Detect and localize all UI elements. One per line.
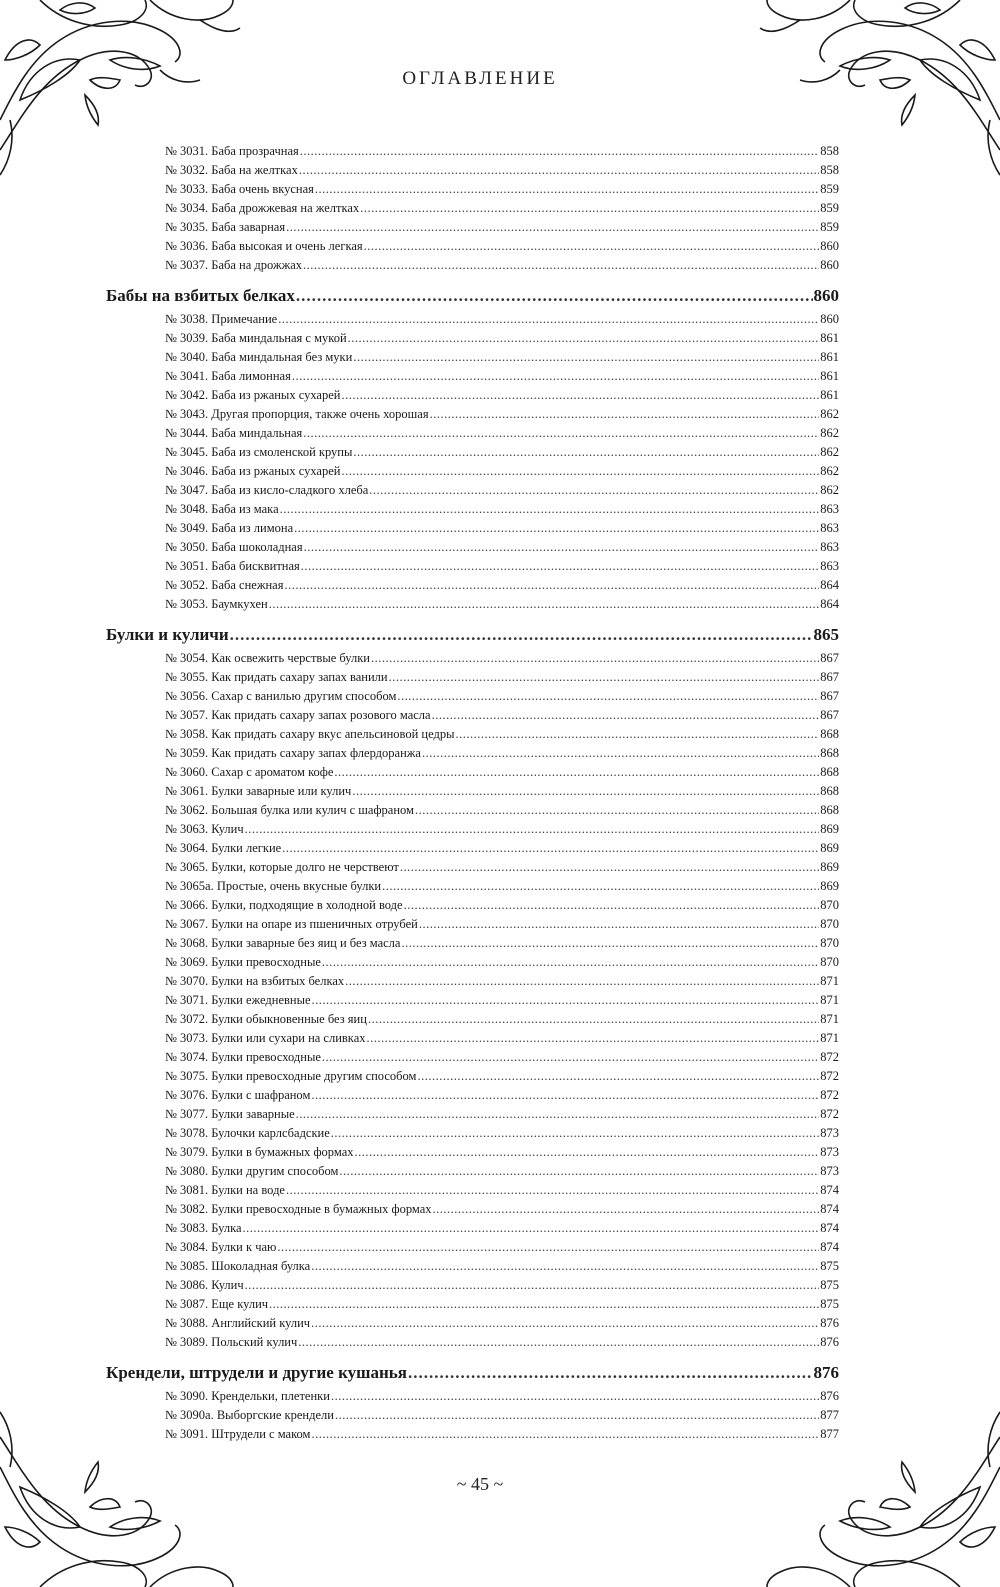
toc-entry[interactable] — [106, 180, 839, 199]
entry-title: № 3041. Баба лимонная — [165, 369, 291, 383]
page-ref: 867 — [820, 708, 839, 722]
page-ref: 869 — [820, 860, 839, 874]
page-ref: 868 — [820, 746, 839, 760]
toc-entry[interactable] — [106, 310, 839, 329]
page-ref: 867 — [820, 651, 839, 665]
toc-entry[interactable] — [106, 877, 839, 896]
page-ref: 861 — [820, 388, 839, 402]
dot-leader — [331, 1387, 819, 1406]
page-ref: 864 — [820, 578, 839, 592]
entry-title: № 3047. Баба из кисло-сладкого хлеба — [165, 483, 369, 497]
entry-title: № 3075. Булки превосходные другим способом — [165, 1069, 417, 1083]
entry-title: № 3082. Булки превосходные в бумажных формах — [165, 1202, 432, 1216]
page-ref: 871 — [820, 1012, 839, 1026]
dot-leader — [269, 1295, 819, 1314]
section-title: Бабы на взбитых белках — [106, 286, 295, 305]
dot-leader — [311, 1425, 819, 1444]
entry-title: № 3068. Булки заварные без яиц и без масла — [165, 936, 401, 950]
page-ref: 860 — [820, 312, 839, 326]
page-ref: 864 — [820, 597, 839, 611]
entry-title: № 3035. Баба заварная — [165, 220, 286, 234]
dot-leader — [269, 595, 820, 614]
toc-entry[interactable] — [106, 1143, 839, 1162]
entry-title: № 3076. Булки с шафраном — [165, 1088, 311, 1102]
entry-title: № 3049. Баба из лимона — [165, 521, 294, 535]
entry-title: № 3059. Как придать сахару запах флердоранжа — [165, 746, 421, 760]
entry-title: № 3086. Кулич — [165, 1278, 244, 1292]
toc-entry[interactable] — [106, 725, 839, 744]
dot-leader — [360, 199, 819, 218]
toc-entry[interactable] — [106, 953, 839, 972]
entry-title: № 3037. Баба на дрожжах — [165, 258, 303, 272]
toc-entry[interactable] — [106, 801, 839, 820]
entry-title: № 3090. Крендельки, плетенки — [165, 1389, 330, 1403]
dot-leader — [432, 706, 820, 725]
toc-entry[interactable] — [106, 1181, 839, 1200]
entry-title: № 3036. Баба высокая и очень легкая — [165, 239, 363, 253]
toc-entry[interactable] — [106, 896, 839, 915]
page-ref: 873 — [820, 1164, 839, 1178]
page-ref: 876 — [820, 1316, 839, 1330]
toc-entry[interactable] — [106, 1238, 839, 1257]
entry-title: № 3044. Баба миндальная — [165, 426, 303, 440]
toc-entry[interactable] — [106, 462, 839, 481]
dot-leader — [455, 725, 819, 744]
toc-entry[interactable] — [106, 199, 839, 218]
entry-title: № 3056. Сахар с ванилью другим способом — [165, 689, 397, 703]
page-ref: 873 — [820, 1126, 839, 1140]
page-ref: 869 — [820, 822, 839, 836]
toc-entry[interactable] — [106, 481, 839, 500]
toc-entry[interactable] — [106, 1162, 839, 1181]
dot-leader — [341, 462, 819, 481]
dot-leader — [415, 801, 819, 820]
page-ref: 872 — [820, 1088, 839, 1102]
toc-entry[interactable] — [106, 1010, 839, 1029]
entry-title: № 3042. Баба из ржаных сухарей — [165, 388, 341, 402]
toc-entry[interactable] — [106, 256, 839, 275]
dot-leader — [334, 763, 819, 782]
toc-entry[interactable] — [106, 687, 839, 706]
dot-leader — [341, 386, 819, 405]
entry-title: № 3070. Булки на взбитых белках — [165, 974, 345, 988]
toc-entry[interactable] — [106, 1425, 839, 1444]
toc-entry[interactable] — [106, 519, 839, 538]
page-ref: 875 — [820, 1297, 839, 1311]
dot-leader — [352, 782, 819, 801]
page-ref: 865 — [813, 625, 839, 644]
dot-leader — [397, 687, 819, 706]
page-ref: 868 — [820, 784, 839, 798]
page-ref: 858 — [820, 144, 839, 158]
page-ref: 860 — [820, 258, 839, 272]
dot-leader — [280, 500, 820, 519]
dot-leader — [315, 180, 819, 199]
dot-leader — [277, 1238, 819, 1257]
dot-leader — [304, 538, 820, 557]
toc-entry[interactable] — [106, 839, 839, 858]
page-ref: 869 — [820, 879, 839, 893]
page-ref: 875 — [820, 1259, 839, 1273]
page-ref: 874 — [820, 1221, 839, 1235]
toc-entry[interactable] — [106, 1105, 839, 1124]
entry-title: № 3091. Штрудели с маком — [165, 1427, 311, 1441]
toc-entry[interactable] — [106, 142, 839, 161]
entry-title: № 3088. Английский кулич — [165, 1316, 311, 1330]
dot-leader — [348, 329, 820, 348]
toc-entry[interactable] — [106, 595, 839, 614]
entry-title: № 3034. Баба дрожжевая на желтках — [165, 201, 360, 215]
dot-leader — [368, 1010, 819, 1029]
entry-title: № 3031. Баба прозрачная — [165, 144, 299, 158]
table-of-contents — [106, 142, 839, 1444]
page-ref: 862 — [820, 407, 839, 421]
page-ref: 859 — [820, 220, 839, 234]
dot-leader — [389, 668, 820, 687]
dot-leader — [335, 1406, 819, 1425]
toc-entry[interactable] — [106, 1295, 839, 1314]
toc-entry[interactable] — [106, 972, 839, 991]
entry-title: № 3065. Булки, которые долго не черствеют — [165, 860, 399, 874]
dot-leader — [245, 1276, 820, 1295]
entry-title: № 3071. Булки ежедневные — [165, 993, 311, 1007]
toc-entry[interactable] — [106, 1029, 839, 1048]
page-ref: 873 — [820, 1145, 839, 1159]
page-ref: 858 — [820, 163, 839, 177]
dot-leader — [355, 1143, 820, 1162]
entry-title: № 3046. Баба из ржаных сухарей — [165, 464, 341, 478]
page-ref: 861 — [820, 350, 839, 364]
entry-title: № 3048. Баба из мака — [165, 502, 279, 516]
toc-entry[interactable] — [106, 1257, 839, 1276]
dot-leader — [230, 622, 813, 648]
dot-leader — [400, 858, 819, 877]
dot-leader — [322, 953, 819, 972]
toc-entry[interactable] — [106, 744, 839, 763]
dot-leader — [433, 1200, 820, 1219]
toc-entry[interactable] — [106, 1124, 839, 1143]
dot-leader — [312, 991, 820, 1010]
entry-title: № 3065а. Простые, очень вкусные булки — [165, 879, 382, 893]
toc-section-heading[interactable] — [106, 1360, 839, 1386]
entry-title: № 3072. Булки обыкновенные без яиц — [165, 1012, 367, 1026]
toc-entry[interactable] — [106, 557, 839, 576]
toc-entry[interactable] — [106, 782, 839, 801]
page-ref: 863 — [820, 502, 839, 516]
dot-leader — [382, 877, 819, 896]
entry-title: № 3084. Булки к чаю — [165, 1240, 277, 1254]
toc-entry[interactable] — [106, 329, 839, 348]
entry-title: № 3040. Баба миндальная без муки — [165, 350, 353, 364]
page-number: ~ 45 ~ — [456, 1474, 504, 1494]
toc-entry[interactable] — [106, 934, 839, 953]
dot-leader — [401, 934, 819, 953]
page-ref: 860 — [820, 239, 839, 253]
page-ref: 867 — [820, 670, 839, 684]
page-ref: 862 — [820, 445, 839, 459]
entry-title: № 3083. Булка — [165, 1221, 242, 1235]
toc-entry[interactable] — [106, 1048, 839, 1067]
entry-title: № 3052. Баба снежная — [165, 578, 284, 592]
dot-leader — [353, 348, 819, 367]
page-ref: 869 — [820, 841, 839, 855]
entry-title: № 3060. Сахар с ароматом кофе — [165, 765, 334, 779]
entry-title: № 3050. Баба шоколадная — [165, 540, 303, 554]
toc-entry[interactable] — [106, 237, 839, 256]
page-ref: 861 — [820, 331, 839, 345]
dot-leader — [243, 1219, 820, 1238]
dot-leader — [245, 820, 820, 839]
page-ref: 867 — [820, 689, 839, 703]
dot-leader — [404, 896, 820, 915]
dot-leader — [311, 1257, 819, 1276]
page-ref: 874 — [820, 1240, 839, 1254]
toc-entry[interactable] — [106, 443, 839, 462]
page-ref: 861 — [820, 369, 839, 383]
entry-title: № 3033. Баба очень вкусная — [165, 182, 314, 196]
page-ref: 872 — [820, 1107, 839, 1121]
entry-title: № 3080. Булки другим способом — [165, 1164, 339, 1178]
page-ref: 863 — [820, 521, 839, 535]
page-ref: 875 — [820, 1278, 839, 1292]
page-ref: 877 — [820, 1408, 839, 1422]
dot-leader — [371, 649, 819, 668]
page-ref: 871 — [820, 974, 839, 988]
dot-leader — [301, 557, 819, 576]
page-ref: 872 — [820, 1069, 839, 1083]
dot-leader — [303, 256, 819, 275]
toc-entry[interactable] — [106, 367, 839, 386]
page-ref: 859 — [820, 201, 839, 215]
dot-leader — [322, 1048, 819, 1067]
dot-leader — [353, 443, 819, 462]
section-title: Булки и куличи — [106, 625, 229, 644]
entry-title: № 3062. Большая булка или кулич с шафраном — [165, 803, 414, 817]
entry-title: № 3051. Баба бисквитная — [165, 559, 300, 573]
page-ref: 871 — [820, 1031, 839, 1045]
entry-title: № 3038. Примечание — [165, 312, 278, 326]
toc-entry[interactable] — [106, 538, 839, 557]
page-ref: 860 — [813, 286, 839, 305]
dot-leader — [422, 744, 819, 763]
entry-title: № 3063. Кулич — [165, 822, 244, 836]
entry-title: № 3067. Булки на опаре из пшеничных отрубей — [165, 917, 418, 931]
entry-title: № 3055. Как придать сахару запах ванили — [165, 670, 388, 684]
dot-leader — [298, 1333, 819, 1352]
entry-title: № 3074. Булки превосходные — [165, 1050, 321, 1064]
page-ref: 870 — [820, 898, 839, 912]
entry-title: № 3057. Как придать сахару запах розового масла — [165, 708, 431, 722]
dot-leader — [296, 283, 813, 309]
entry-title: № 3085. Шоколадная булка — [165, 1259, 311, 1273]
dot-leader — [369, 481, 819, 500]
entry-title: № 3061. Булки заварные или кулич — [165, 784, 352, 798]
entry-title: № 3054. Как освежить черствые булки — [165, 651, 370, 665]
page-ref: 874 — [820, 1202, 839, 1216]
dot-leader — [364, 237, 820, 256]
toc-entry[interactable] — [106, 1276, 839, 1295]
toc-entry[interactable] — [106, 915, 839, 934]
entry-title: № 3087. Еще кулич — [165, 1297, 269, 1311]
dot-leader — [296, 1105, 820, 1124]
toc-entry[interactable] — [106, 500, 839, 519]
entry-title: № 3073. Булки или сухари на сливках — [165, 1031, 366, 1045]
toc-entry[interactable] — [106, 1333, 839, 1352]
toc-entry[interactable] — [106, 1219, 839, 1238]
toc-entry[interactable] — [106, 348, 839, 367]
toc-entry[interactable] — [106, 1067, 839, 1086]
toc-section-heading[interactable] — [106, 283, 839, 309]
page-ref: 868 — [820, 803, 839, 817]
dot-leader — [303, 424, 819, 443]
dot-leader — [299, 161, 819, 180]
entry-title: № 3039. Баба миндальная с мукой — [165, 331, 347, 345]
toc-entry[interactable] — [106, 576, 839, 595]
entry-title: № 3053. Баумкухен — [165, 597, 268, 611]
entry-title: № 3090а. Выборгские крендели — [165, 1408, 334, 1422]
entry-title: № 3043. Другая пропорция, также очень хорошая — [165, 407, 429, 421]
dot-leader — [286, 218, 819, 237]
entry-title: № 3078. Булочки карлсбадские — [165, 1126, 330, 1140]
page-ref: 862 — [820, 483, 839, 497]
dot-leader — [430, 405, 820, 424]
page-ref: 876 — [813, 1363, 839, 1382]
toc-entry[interactable] — [106, 706, 839, 725]
dot-leader — [408, 1360, 813, 1386]
toc-entry[interactable] — [106, 1387, 839, 1406]
dot-leader — [292, 367, 819, 386]
dot-leader — [311, 1086, 819, 1105]
dot-leader — [294, 519, 819, 538]
entry-title: № 3064. Булки легкие — [165, 841, 282, 855]
toc-entry[interactable] — [106, 218, 839, 237]
dot-leader — [417, 1067, 819, 1086]
toc-entry[interactable] — [106, 763, 839, 782]
dot-leader — [331, 1124, 819, 1143]
entry-title: № 3069. Булки превосходные — [165, 955, 321, 969]
page-ref: 862 — [820, 464, 839, 478]
entry-title: № 3077. Булки заварные — [165, 1107, 295, 1121]
page-ref: 871 — [820, 993, 839, 1007]
dot-leader — [311, 1314, 819, 1333]
toc-entry[interactable] — [106, 1406, 839, 1425]
page-ref: 870 — [820, 936, 839, 950]
page-ref: 872 — [820, 1050, 839, 1064]
dot-leader — [339, 1162, 819, 1181]
entry-title: № 3081. Булки на воде — [165, 1183, 285, 1197]
toc-entry[interactable] — [106, 1086, 839, 1105]
toc-entry[interactable] — [106, 668, 839, 687]
dot-leader — [284, 576, 819, 595]
dot-leader — [367, 1029, 820, 1048]
entry-title: № 3045. Баба из смоленской крупы — [165, 445, 353, 459]
dot-leader — [286, 1181, 819, 1200]
toc-entry[interactable] — [106, 1200, 839, 1219]
toc-entry[interactable] — [106, 1314, 839, 1333]
page-ref: 859 — [820, 182, 839, 196]
page-ref: 868 — [820, 765, 839, 779]
page-title: ОГЛАВЛЕНИЕ — [402, 68, 558, 89]
page-ref: 863 — [820, 540, 839, 554]
toc-entry[interactable] — [106, 649, 839, 668]
toc-section-heading[interactable] — [106, 622, 839, 648]
entry-title: № 3089. Польский кулич — [165, 1335, 298, 1349]
page-ref: 874 — [820, 1183, 839, 1197]
toc-entry[interactable] — [106, 386, 839, 405]
page-ref: 877 — [820, 1427, 839, 1441]
toc-entry[interactable] — [106, 858, 839, 877]
page-ref: 870 — [820, 917, 839, 931]
dot-leader — [419, 915, 819, 934]
entry-title: № 3032. Баба на желтках — [165, 163, 298, 177]
entry-title: № 3079. Булки в бумажных формах — [165, 1145, 354, 1159]
toc-entry[interactable] — [106, 424, 839, 443]
toc-entry[interactable] — [106, 991, 839, 1010]
dot-leader — [278, 310, 819, 329]
toc-entry[interactable] — [106, 161, 839, 180]
dot-leader — [345, 972, 819, 991]
page-ref: 868 — [820, 727, 839, 741]
page-ref: 862 — [820, 426, 839, 440]
toc-entry[interactable] — [106, 405, 839, 424]
dot-leader — [300, 142, 819, 161]
section-title: Крендели, штрудели и другие кушанья — [106, 1363, 407, 1382]
toc-entry[interactable] — [106, 820, 839, 839]
page-ref: 863 — [820, 559, 839, 573]
page-ref: 870 — [820, 955, 839, 969]
entry-title: № 3066. Булки, подходящие в холодной воде — [165, 898, 403, 912]
dot-leader — [282, 839, 819, 858]
page-ref: 876 — [820, 1389, 839, 1403]
page-ref: 876 — [820, 1335, 839, 1349]
entry-title: № 3058. Как придать сахару вкус апельсиновой цедры — [165, 727, 455, 741]
